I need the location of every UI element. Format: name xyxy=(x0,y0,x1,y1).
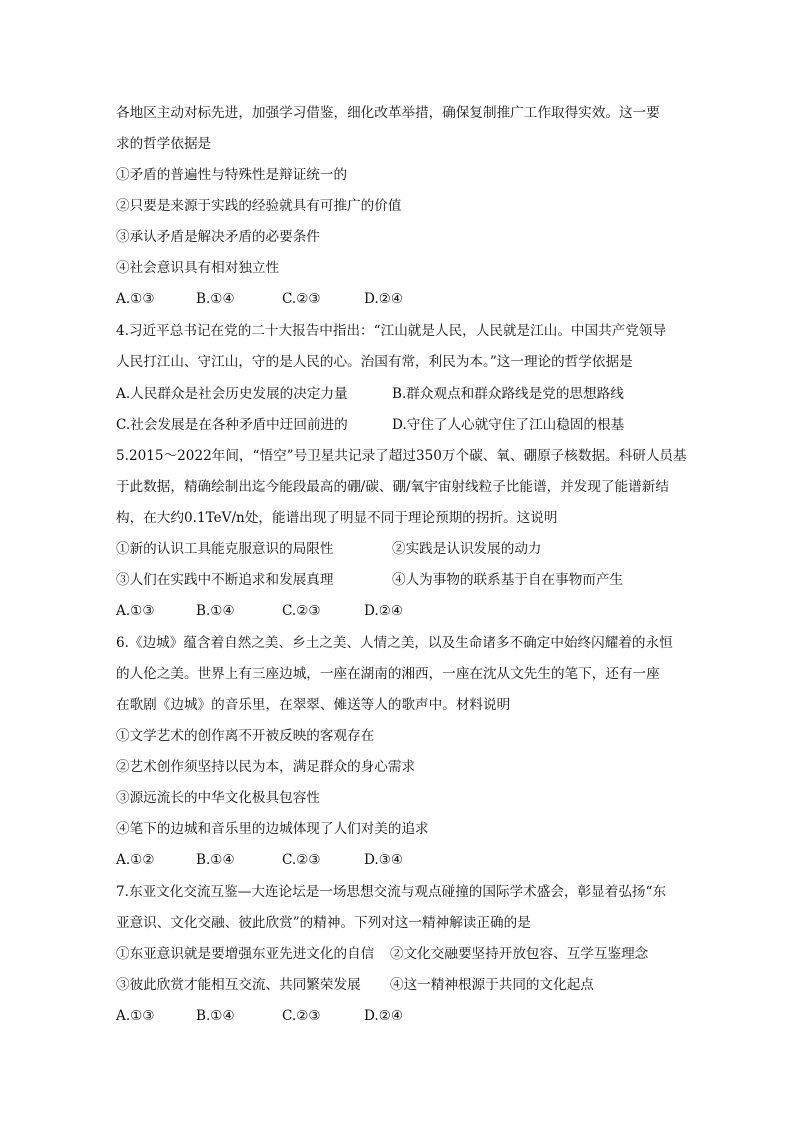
q7-option-b: B.①④ xyxy=(196,1008,235,1024)
q7-stem-line-2: 亚意识、文化交融、彼此欣赏”的精神。下列对这一精神解读正确的是 xyxy=(116,915,531,931)
q6-stem-line-2: 的人伦之美。世界上有三座边城，一座在湖南的湘西，一座在沈从文先生的笔下，还有一座 xyxy=(116,666,660,682)
q6-statement-3: ③源远流长的中华文化极具包容性 xyxy=(116,790,320,806)
q7-statement-4: ④这一精神根源于共同的文化起点 xyxy=(390,977,594,993)
q3-statement-4: ④社会意识具有相对独立性 xyxy=(116,260,280,276)
q5-option-c: C.②③ xyxy=(282,603,321,619)
q3-statement-3: ③承认矛盾是解决矛盾的必要条件 xyxy=(116,229,320,245)
q3-stem-line-2: 求的哲学依据是 xyxy=(116,136,212,152)
q5-statement-1: ①新的认识工具能克服意识的局限性 xyxy=(116,541,334,557)
q6-stem-line-3: 在歌剧《边城》的音乐里，在翠翠、傩送等人的歌声中。材料说明 xyxy=(116,697,511,713)
q3-option-b: B.①④ xyxy=(196,291,235,307)
q6-statement-1: ①文学艺术的创作离不开被反映的客观存在 xyxy=(116,728,375,744)
q3-option-a: A.①③ xyxy=(116,291,155,307)
q4-option-c: C.社会发展是在各种矛盾中迂回前进的 xyxy=(116,417,348,433)
q5-stem-line-2: 于此数据，精确绘制出迄今能段最高的硼/碳、硼/氧宇宙射线粒子比能谱，并发现了能谱新结 xyxy=(116,479,669,495)
q5-stem-line-3: 构，在大约0.1TeV/n处，能谱出现了明显不同于理论预期的拐折。这说明 xyxy=(116,510,558,526)
q4-option-d: D.守住了人心就守住了江山稳固的根基 xyxy=(392,417,625,433)
q3-stem-line-1: 各地区主动对标先进，加强学习借鉴，细化改革举措，确保复制推广工作取得实效。这一要 xyxy=(116,105,660,121)
q6-option-b: B.①④ xyxy=(196,852,235,868)
q6-option-c: C.②③ xyxy=(282,852,321,868)
q6-stem-line-1: 6.《边城》蕴含着自然之美、乡土之美、人情之美，以及生命诸多不确定中始终闪耀着的永恒 xyxy=(116,635,673,651)
q7-statement-2: ②文化交融要坚持开放包容、互学互鉴理念 xyxy=(390,946,649,962)
q7-statement-3: ③彼此欣赏才能相互交流、共同繁荣发展 xyxy=(116,977,361,993)
q3-option-d: D.②④ xyxy=(364,291,404,307)
q5-stem-line-1: 5.2015～2022年间，“悟空”号卫星共记录了超过350万个碳、氧、硼原子核数据。科研人员基 xyxy=(116,448,687,464)
q6-statement-4: ④笔下的边城和音乐里的边城体现了人们对美的追求 xyxy=(116,821,429,837)
q5-option-b: B.①④ xyxy=(196,603,235,619)
q4-option-b: B.群众观点和群众路线是党的思想路线 xyxy=(392,386,624,402)
q7-option-a: A.①③ xyxy=(116,1008,155,1024)
q5-statement-3: ③人们在实践中不断追求和发展真理 xyxy=(116,572,334,588)
q4-option-a: A.人民群众是社会历史发展的决定力量 xyxy=(116,386,348,402)
q3-option-c: C.②③ xyxy=(282,291,321,307)
q6-option-d: D.③④ xyxy=(364,852,404,868)
q6-statement-2: ②艺术创作须坚持以民为本，满足群众的身心需求 xyxy=(116,759,416,775)
q3-statement-1: ①矛盾的普遍性与特殊性是辩证统一的 xyxy=(116,167,348,183)
q4-stem-line-2: 人民打江山、守江山，守的是人民的心。治国有常，利民为本。”这一理论的哲学依据是 xyxy=(116,354,633,370)
q7-stem-line-1: 7.东亚文化交流互鉴—大连论坛是一场思想交流与观点碰撞的国际学术盛会，彰显着弘扬“东 xyxy=(116,884,667,900)
q7-statement-1: ①东亚意识就是要增强东亚先进文化的自信 xyxy=(116,946,375,962)
q6-option-a: A.①② xyxy=(116,852,155,868)
q7-option-c: C.②③ xyxy=(282,1008,321,1024)
q5-option-a: A.①③ xyxy=(116,603,155,619)
q5-statement-4: ④人为事物的联系基于自在事物而产生 xyxy=(392,572,624,588)
q4-stem-line-1: 4.习近平总书记在党的二十大报告中指出：“江山就是人民，人民就是江山。中国共产党领导 xyxy=(116,323,667,339)
q5-option-d: D.②④ xyxy=(364,603,404,619)
q3-statement-2: ②只要是来源于实践的经验就具有可推广的价值 xyxy=(116,198,402,214)
q7-option-d: D.②④ xyxy=(364,1008,404,1024)
q5-statement-2: ②实践是认识发展的动力 xyxy=(392,541,542,557)
